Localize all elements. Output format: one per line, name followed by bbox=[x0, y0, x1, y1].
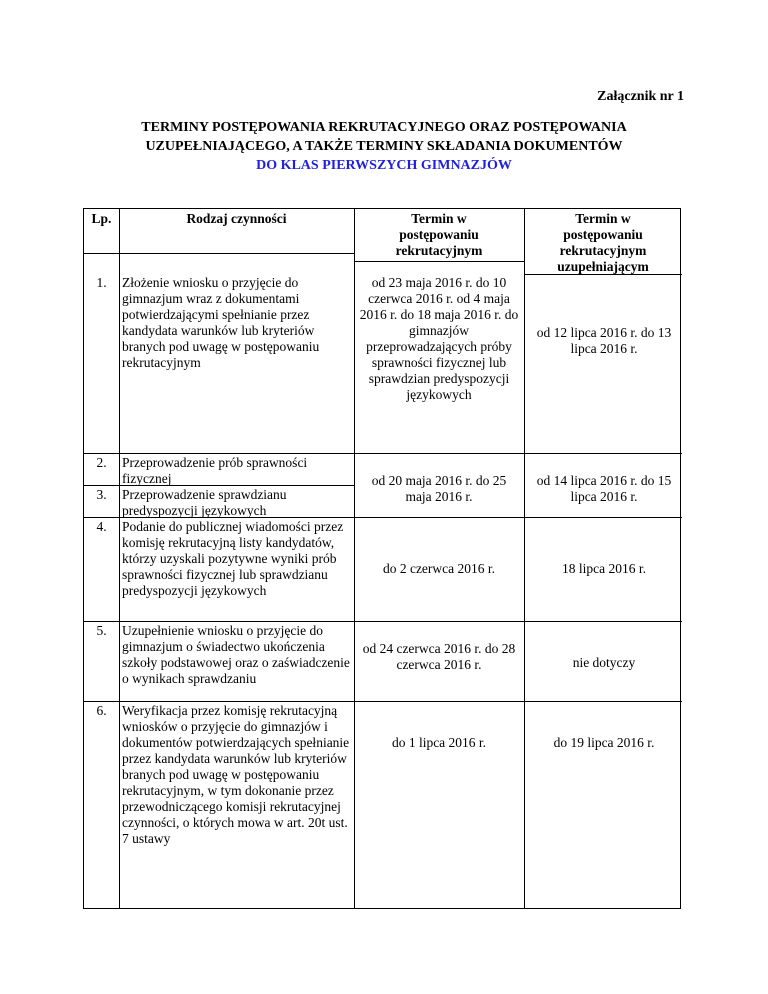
row-2-recruitment: od 20 maja 2016 r. do 25 maja 2016 r. bbox=[371, 473, 507, 504]
header-supplementary: Termin w postępowaniu rekrutacyjnym uzupełniającym bbox=[557, 211, 649, 274]
header-activity: Rodzaj czynności bbox=[186, 211, 287, 226]
header-lp: Lp. bbox=[91, 211, 112, 226]
col-divider-2 bbox=[354, 209, 355, 908]
row-5-activity: Uzupełnienie wniosku o przyjęcie do gimnazjum o świadectwo ukończenia szkoły podstawowej oraz o zaświadczenie o wynikach sprawdzaniu bbox=[122, 623, 350, 686]
row-divider bbox=[354, 261, 524, 262]
row-6-activity: Weryfikacja przez komisję rekrutacyjną wniosków o przyjęcie do gimnazjów i dokumentów potwierdzających spełnianie przez kandydata warunków lub kryteriów branych pod uwagę w postępowaniu rekrutacyjnym, w tym dokonanie przez przewodniczącego komisji rekrutacyjnej czynności, o których mowa w art. 20t ust. 7 ustawy bbox=[122, 703, 350, 846]
row-5-supplementary: nie dotyczy bbox=[572, 655, 636, 670]
row-divider bbox=[119, 253, 354, 254]
title-line-2: UZUPEŁNIAJĄCEGO, A TAKŻE TERMINY SKŁADANIA DOKUMENTÓW bbox=[145, 139, 623, 154]
title-line-1: TERMINY POSTĘPOWANIA REKRUTACYJNEGO ORAZ POSTĘPOWANIA bbox=[141, 120, 627, 135]
annex-label: Załącznik nr 1 bbox=[597, 89, 684, 104]
row-2-lp: 2. bbox=[96, 455, 107, 470]
col-divider-1 bbox=[119, 209, 120, 908]
row-divider bbox=[84, 253, 119, 254]
row-1-supplementary: od 12 lipca 2016 r. do 13 lipca 2016 r. bbox=[536, 325, 672, 356]
row-6-recruitment: do 1 lipca 2016 r. bbox=[391, 735, 487, 750]
row-6-supplementary: do 19 lipca 2016 r. bbox=[553, 735, 655, 750]
row-4-supplementary: 18 lipca 2016 r. bbox=[562, 561, 646, 576]
header-recruitment: Termin w postępowaniu rekrutacyjnym bbox=[395, 211, 483, 258]
row-3-activity: Przeprowadzenie sprawdzianu predyspozycji językowych bbox=[122, 487, 287, 518]
row-3-lp: 3. bbox=[96, 487, 107, 502]
schedule-table bbox=[83, 208, 681, 909]
row-4-lp: 4. bbox=[96, 519, 107, 534]
document-title bbox=[82, 118, 686, 175]
row-5-recruitment: od 24 czerwca 2016 r. do 28 czerwca 2016 r. bbox=[362, 641, 516, 672]
row-divider bbox=[84, 621, 682, 622]
row-2-supplementary: od 14 lipca 2016 r. do 15 lipca 2016 r. bbox=[536, 473, 672, 504]
row-2-activity: Przeprowadzenie prób sprawności fizycznej bbox=[122, 455, 308, 486]
row-1-recruitment: od 23 maja 2016 r. do 10 czerwca 2016 r. od 4 maja 2016 r. do 18 maja 2016 r. do gimnazjów przeprowadzających próby sprawności fizycznej lub sprawdzian predyspozycji językowych bbox=[359, 275, 519, 402]
row-divider bbox=[84, 453, 682, 454]
col-divider-3 bbox=[524, 209, 525, 908]
row-4-activity: Podanie do publicznej wiadomości przez komisję rekrutacyjną listy kandydatów, którzy uzyskali pozytywne wyniki prób sprawności fizycznej lub sprawdzianu predyspozycji językowych bbox=[122, 519, 344, 598]
row-1-activity: Złożenie wniosku o przyjęcie do gimnazjum wraz z dokumentami potwierdzającymi spełnianie przez kandydata warunków lub kryteriów branych pod uwagę w postępowaniu rekrutacyjnym bbox=[122, 275, 320, 370]
row-6-lp: 6. bbox=[96, 703, 107, 718]
row-1-lp: 1. bbox=[96, 275, 107, 290]
row-divider bbox=[84, 701, 682, 702]
title-line-3: DO KLAS PIERWSZYCH GIMNAZJÓW bbox=[256, 158, 512, 173]
row-4-recruitment: do 2 czerwca 2016 r. bbox=[382, 561, 496, 576]
row-5-lp: 5. bbox=[96, 623, 107, 638]
